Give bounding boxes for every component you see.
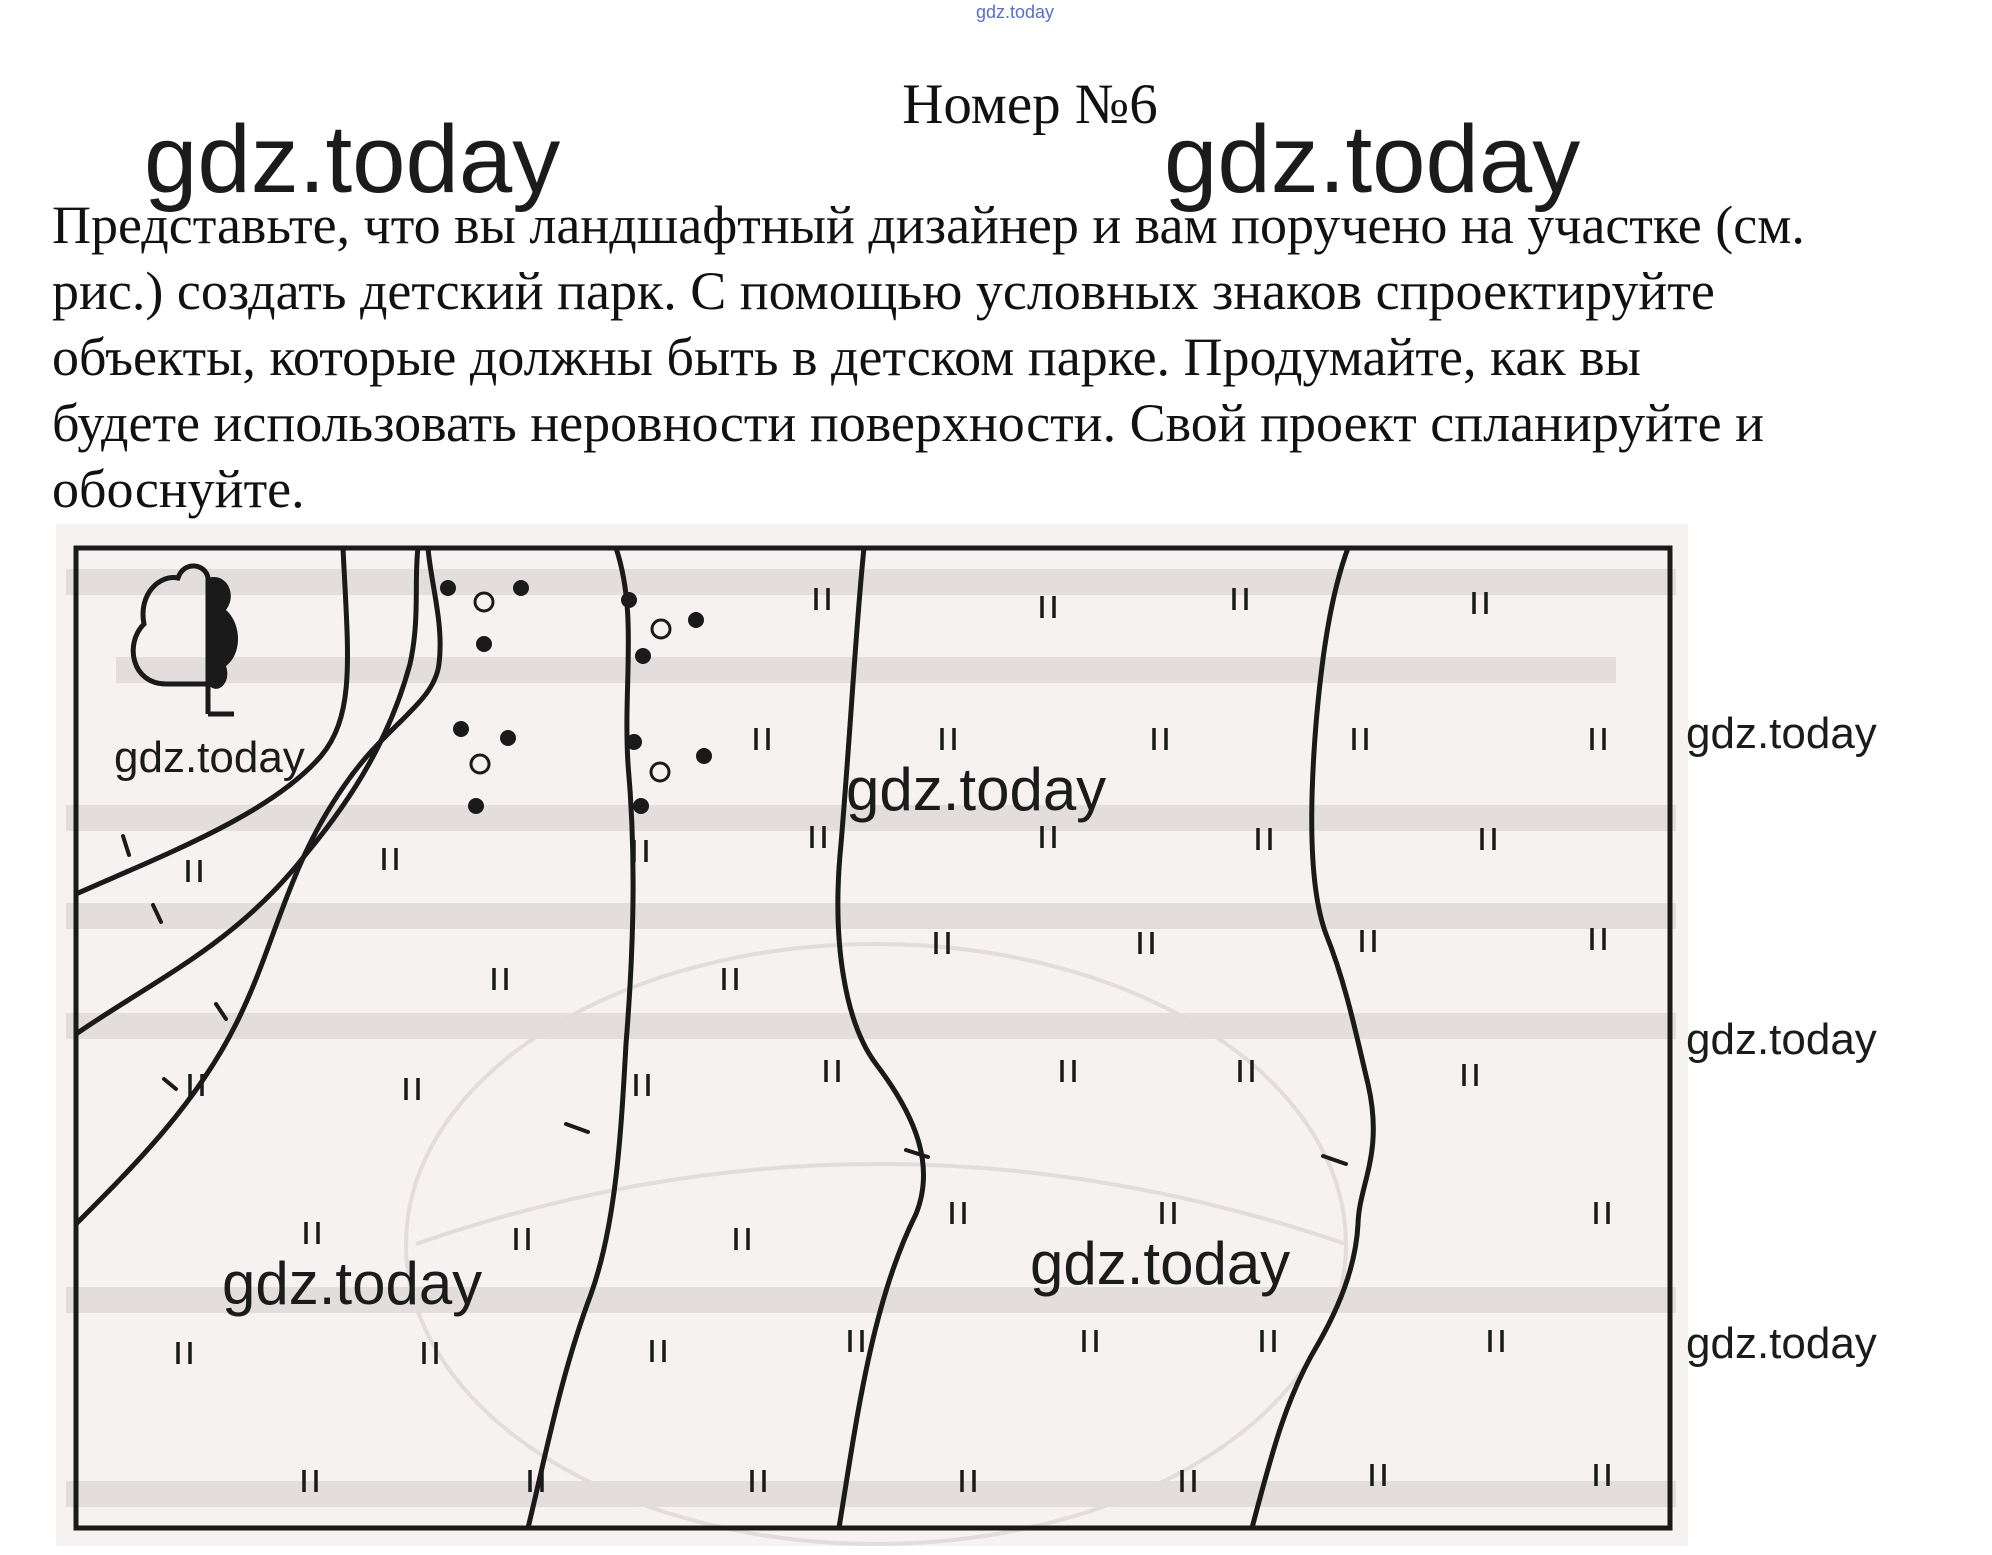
task-line: рис.) создать детский парк. С помощью условных знаков спроектируйте <box>52 261 1715 321</box>
task-line: Представьте, что вы ландшафтный дизайнер и вам поручено на участке (см. <box>52 195 1805 255</box>
watermark: gdz.today <box>1164 106 1581 213</box>
watermark: gdz.today <box>114 733 305 782</box>
watermark: gdz.today <box>846 756 1107 823</box>
watermark: gdz.today <box>144 106 561 213</box>
watermark: gdz.today <box>222 1250 483 1317</box>
terrain-map <box>56 524 1688 1546</box>
task-line: будете использовать неровности поверхности. Свой проект спланируйте и <box>52 393 1764 453</box>
watermark: gdz.today <box>1686 709 1877 758</box>
watermark: gdz.today <box>1030 1230 1291 1297</box>
watermark: gdz.today <box>1686 1015 1877 1064</box>
watermark: gdz.today <box>1686 1319 1877 1368</box>
task-text <box>52 192 1992 522</box>
task-line: обоснуйте. <box>52 459 305 519</box>
top-site-tag: gdz.today <box>975 2 1055 22</box>
page-title: Номер №6 <box>902 73 1158 136</box>
task-line: объекты, которые должны быть в детском парке. Продумайте, как вы <box>52 327 1641 387</box>
